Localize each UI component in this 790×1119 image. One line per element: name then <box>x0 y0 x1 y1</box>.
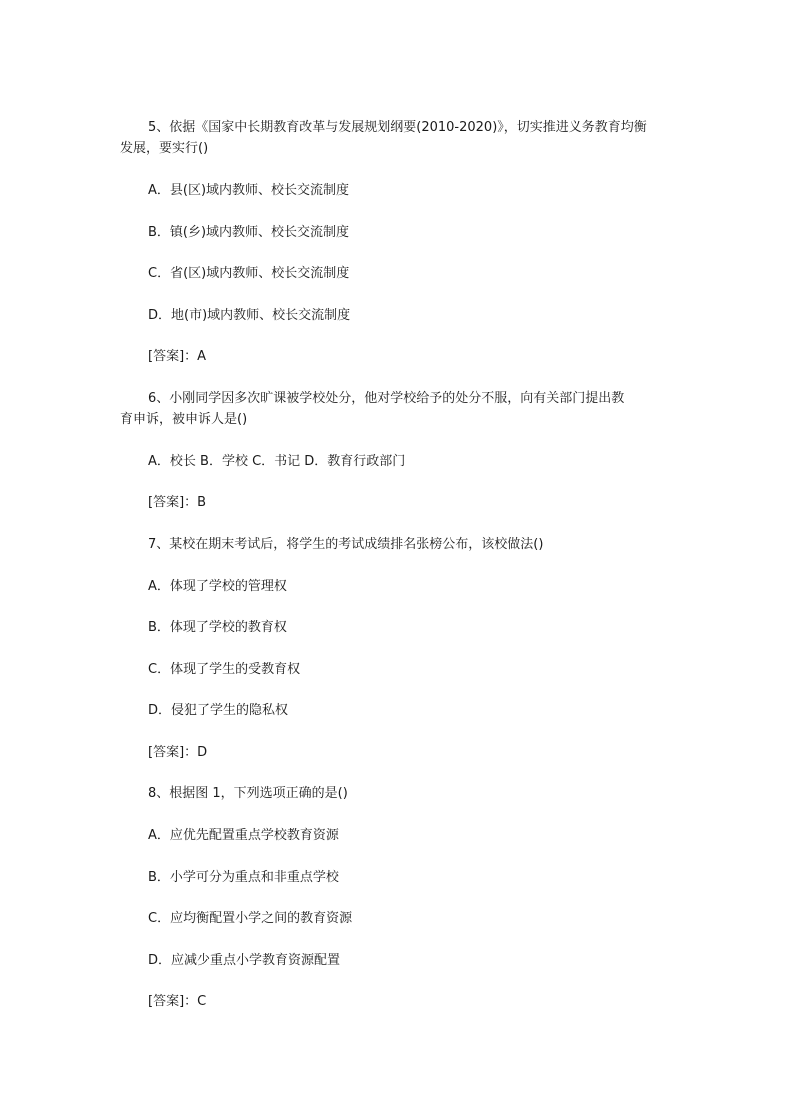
question-7-option-b: B．体现了学校的教育权 <box>148 620 287 635</box>
question-5-option-d: D．地(市)域内教师、校长交流制度 <box>148 308 351 323</box>
question-8-option-d: D．应减少重点小学教育资源配置 <box>148 953 341 968</box>
question-7-stem: 7、某校在期末考试后，将学生的考试成绩排名张榜公布，该校做法() <box>148 537 544 552</box>
question-6-options: A．校长 B．学校 C．书记 D．教育行政部门 <box>148 454 406 469</box>
question-5-option-b: B．镇(乡)域内教师、校长交流制度 <box>148 225 350 240</box>
question-7-option-a: A．体现了学校的管理权 <box>148 579 287 594</box>
question-5-stem-line2: 发展，要实行() <box>120 141 209 156</box>
question-8-option-c: C．应均衡配置小学之间的教育资源 <box>148 911 353 926</box>
question-8-option-b: B．小学可分为重点和非重点学校 <box>148 870 339 885</box>
question-7-option-d: D．侵犯了学生的隐私权 <box>148 703 289 718</box>
question-8-option-a: A．应优先配置重点学校教育资源 <box>148 828 339 843</box>
question-6-stem-line2: 育申诉，被申诉人是() <box>120 412 248 427</box>
question-6-answer: [答案]：B <box>148 495 207 510</box>
question-8-stem: 8、根据图 1，下列选项正确的是() <box>148 786 348 801</box>
question-5-answer: [答案]：A <box>148 349 207 364</box>
question-7-option-c: C．体现了学生的受教育权 <box>148 662 301 677</box>
question-8-answer: [答案]：C <box>148 994 207 1009</box>
question-5-option-c: C．省(区)域内教师、校长交流制度 <box>148 266 350 281</box>
question-5-stem-line1: 5、依据《国家中长期教育改革与发展规划纲要(2010-2020)》，切实推进义务教育均衡 <box>148 120 647 135</box>
question-6-stem-line1: 6、小刚同学因多次旷课被学校处分，他对学校给予的处分不服，向有关部门提出教 <box>148 391 625 406</box>
question-7-answer: [答案]：D <box>148 745 208 760</box>
question-5-option-a: A．县(区)域内教师、校长交流制度 <box>148 183 350 198</box>
